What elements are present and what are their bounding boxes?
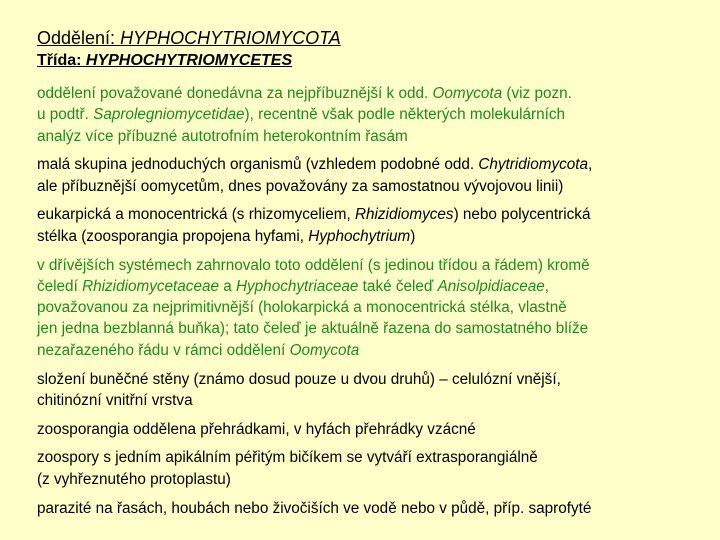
italic-taxon-text: Saprolegniomycetidae: [93, 106, 245, 124]
paragraph: [37, 419, 707, 440]
text-segment: (viz pozn.: [502, 85, 572, 102]
text-segment: ) nebo polycentrická: [453, 206, 591, 224]
text-segment: ,: [544, 277, 549, 295]
paragraph-line: [37, 498, 707, 519]
text-segment: a: [218, 277, 236, 295]
text-segment: ), recentně však podle některých molekulárních: [244, 106, 566, 124]
text-segment: ale příbuznější oomycetům, dnes považovány za samostatnou vývojovou linii): [37, 177, 564, 195]
italic-taxon-text: Rhizidiomyces: [354, 206, 454, 224]
paragraph-line: [37, 447, 707, 468]
text-segment: ,: [588, 156, 593, 174]
paragraph-line: [37, 297, 707, 318]
text-segment: u podtř.: [37, 106, 94, 124]
subtitle-name: HYPHOCHYTRIOMYCETES: [85, 52, 293, 69]
text-segment: eukarpická a monocentrická (s rhizomyceliem,: [37, 206, 355, 224]
italic-taxon-text: Oomycota: [432, 85, 503, 102]
paragraph: [37, 498, 707, 519]
paragraph-line: [37, 390, 707, 411]
paragraph-line: [37, 104, 707, 125]
text-segment: zoosporangia oddělena přehrádkami, v hyfách přehrádky vzácné: [37, 420, 476, 438]
italic-taxon-text: Hyphochytrium: [308, 227, 411, 245]
paragraph-line: [37, 276, 707, 297]
paragraph-line: [37, 340, 707, 361]
paragraph: [37, 447, 707, 490]
text-segment: stélka (zoosporangia propojena hyfami,: [37, 227, 309, 245]
text-segment: považovanou za nejprimitivnější (holokarpická a monocentrická stélka, vlastně: [37, 299, 567, 317]
text-segment: jen jedna bezblanná buňka); tato čeleď je aktuálně řazena do samostatného blíže: [37, 320, 589, 338]
italic-taxon-text: Hyphochytriaceae: [235, 277, 359, 295]
subtitle-prefix: Třída:: [37, 52, 86, 69]
text-segment: nezařazeného řádu v rámci oddělení: [37, 341, 290, 359]
content-body: [37, 83, 707, 526]
title-prefix: Oddělení:: [37, 28, 121, 48]
paragraph-line: [37, 126, 707, 147]
page-title: [37, 28, 341, 49]
text-segment: také čeleď: [358, 277, 438, 295]
text-segment: chitinózní vnitřní vrstva: [37, 391, 193, 409]
page-subtitle: [37, 52, 292, 70]
text-segment: ): [410, 227, 416, 245]
paragraph: [37, 204, 707, 247]
paragraph-line: [37, 369, 707, 390]
paragraph-line: [37, 176, 707, 197]
paragraph: [37, 255, 707, 361]
italic-taxon-text: Rhizidiomycetaceae: [82, 277, 219, 295]
text-segment: (z vyhřeznutého protoplastu): [37, 470, 231, 488]
text-segment: parazité na řasách, houbách nebo živočiších ve vodě nebo v půdě, příp. saprofyté: [37, 499, 592, 517]
title-name: HYPHOCHYTRIOMYCOTA: [120, 28, 341, 48]
text-segment: čeledí: [37, 277, 83, 295]
text-segment: složení buněčné stěny (známo dosud pouze u dvou druhů) – celulózní vnější,: [37, 370, 561, 388]
text-segment: v dřívějších systémech zahrnovalo toto oddělení (s jedinou třídou a řádem) kromě: [37, 256, 590, 274]
text-segment: zoospory s jedním apikálním péřitým bičíkem se vytváří extrasporangiálně: [37, 449, 538, 467]
paragraph: [37, 369, 707, 412]
paragraph-line: [37, 226, 707, 247]
italic-taxon-text: Oomycota: [289, 341, 360, 359]
paragraph-line: [37, 154, 707, 175]
paragraph: [37, 154, 707, 197]
text-segment: malá skupina jednoduchých organismů (vzhledem podobné odd.: [37, 156, 479, 174]
italic-taxon-text: Anisolpidiaceae: [437, 277, 545, 295]
paragraph-line: [37, 204, 707, 225]
paragraph-line: [37, 83, 707, 104]
paragraph-line: [37, 255, 707, 276]
text-segment: analýz více příbuzné autotrofním heterokontním řasám: [37, 127, 408, 145]
paragraph-line: [37, 469, 707, 490]
paragraph-line: [37, 318, 707, 339]
paragraph: [37, 83, 707, 147]
paragraph-line: [37, 419, 707, 440]
italic-taxon-text: Chytridiomycota: [478, 156, 589, 174]
text-segment: oddělení považované donedávna za nejpříbuznější k odd.: [37, 85, 433, 102]
